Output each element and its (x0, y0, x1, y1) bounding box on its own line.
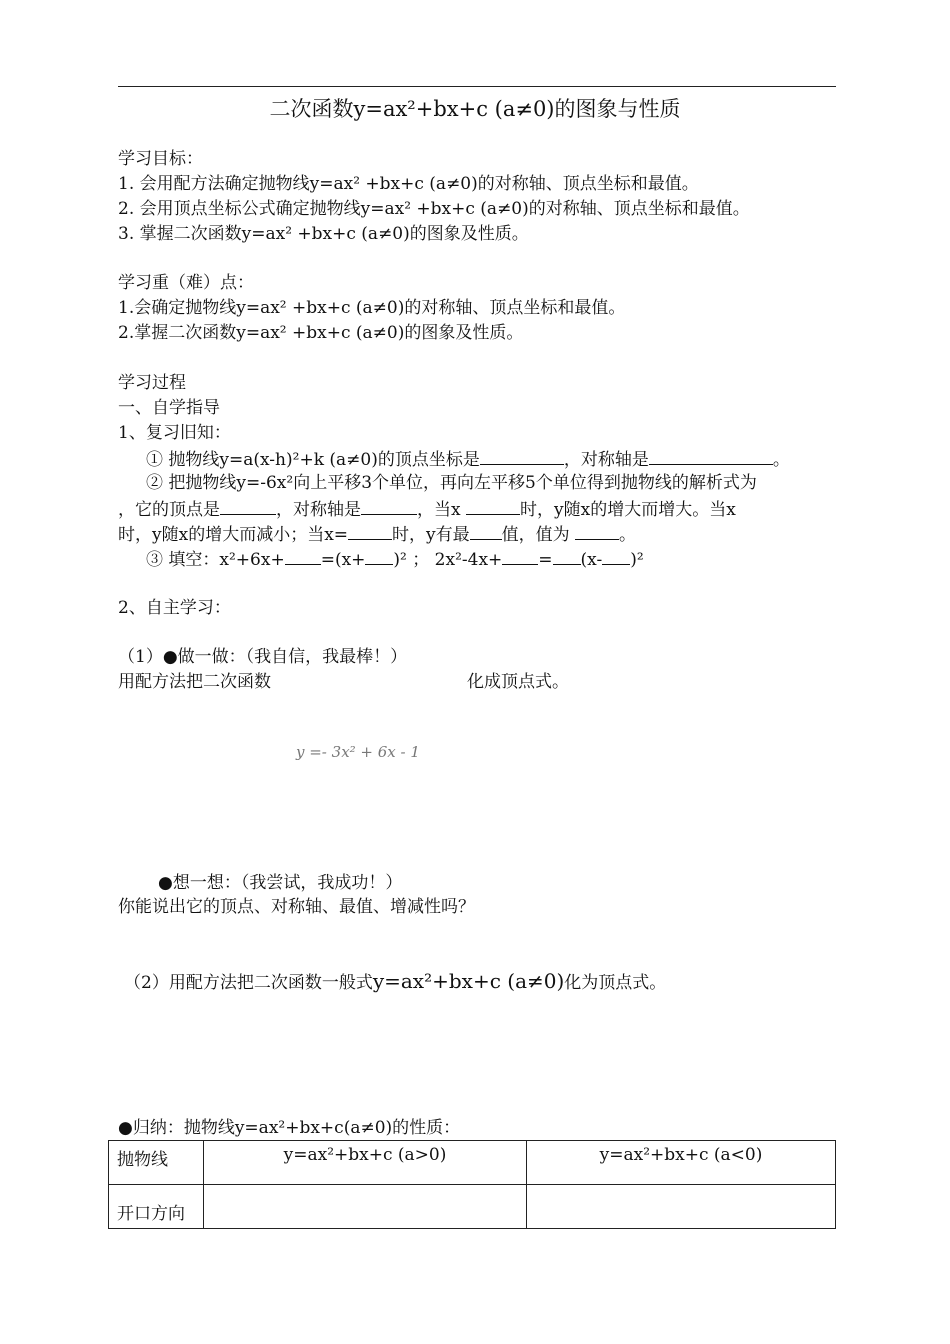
question-3-text: )² (630, 550, 644, 570)
do-it-text: 用配方法把二次函数 (118, 672, 271, 692)
answer-blank[interactable] (220, 497, 276, 515)
header-rule (118, 86, 836, 87)
review-heading: 1、复习旧知： (118, 423, 231, 443)
task-2 (124, 970, 666, 994)
table-header-cell: y=ax²+bx+c (a>0) (204, 1141, 527, 1185)
question-1 (146, 447, 790, 471)
table-row (109, 1185, 836, 1229)
question-3-text: )² ； 2x²-4x+ (393, 550, 503, 570)
question-2-line-2 (118, 497, 736, 521)
answer-blank[interactable] (575, 522, 619, 540)
table-cell[interactable] (204, 1185, 527, 1229)
answer-blank[interactable] (466, 497, 520, 515)
section-1-heading: 一、自学指导 (118, 398, 220, 418)
answer-blank[interactable] (649, 447, 773, 465)
objective-item-2: 2. 会用顶点坐标公式确定抛物线y=ax² +bx+c (a≠0)的对称轴、顶点坐标和最值。 (118, 199, 750, 219)
question-3-text: ③ 填空：x²+6x+ (146, 550, 285, 570)
question-2-text: ，对称轴是 (276, 500, 361, 520)
table-header-cell: 抛物线 (109, 1141, 204, 1185)
question-2-text: 。 (619, 525, 637, 545)
keypoints-heading: 学习重（难）点： (118, 273, 254, 293)
objective-item-1: 1. 会用配方法确定抛物线y=ax² +bx+c (a≠0)的对称轴、顶点坐标和最值。 (118, 174, 699, 194)
answer-blank[interactable] (285, 547, 321, 565)
table-row-label: 开口方向 (109, 1185, 204, 1229)
think-question: 你能说出它的顶点、对称轴、最值、增减性吗？ (118, 897, 475, 917)
question-3-text: = (538, 550, 553, 570)
question-3-text: (x- (580, 550, 603, 570)
question-2-text: ，当x (417, 500, 461, 520)
question-2-text: 时，y随x的增大而减小；当x= (118, 525, 349, 545)
think-heading: ●想一想：（我尝试，我成功！） (158, 873, 403, 893)
answer-blank[interactable] (480, 447, 564, 465)
properties-table (108, 1140, 836, 1229)
table-cell[interactable] (527, 1185, 836, 1229)
table-header-cell: y=ax²+bx+c (a<0) (527, 1141, 836, 1185)
process-heading: 学习过程 (118, 373, 186, 393)
question-2-line-3 (118, 522, 636, 546)
question-2-text: 值，值为 (501, 525, 570, 545)
question-2-line-1: ② 把抛物线y=-6x²向上平移3个单位，再向左平移5个单位得到抛物线的解析式为 (146, 473, 757, 493)
task-2-text: （2）用配方法把二次函数一般式 (124, 973, 373, 993)
keypoint-item-1: 1.会确定抛物线y=ax² +bx+c (a≠0)的对称轴、顶点坐标和最值。 (118, 298, 626, 318)
page-title: 二次函数y=ax²+bx+c (a≠0)的图象与性质 (269, 97, 681, 121)
keypoint-item-2: 2.掌握二次函数y=ax² +bx+c (a≠0)的图象及性质。 (118, 323, 524, 343)
table-header-row (109, 1141, 836, 1185)
objectives-heading: 学习目标： (118, 149, 203, 169)
answer-blank[interactable] (361, 497, 417, 515)
answer-blank[interactable] (553, 547, 581, 565)
do-it-instruction (118, 671, 569, 693)
do-it-text: 化成顶点式。 (467, 672, 569, 692)
do-it-heading: （1）●做一做：（我自信，我最棒！） (118, 647, 408, 667)
question-2-text: 时，y有最 (392, 525, 470, 545)
objective-item-3: 3. 掌握二次函数y=ax² +bx+c (a≠0)的图象及性质。 (118, 224, 529, 244)
summary-heading: ●归纳：抛物线y=ax²+bx+c(a≠0)的性质： (118, 1118, 461, 1138)
answer-blank[interactable] (470, 522, 502, 540)
quadratic-formula: y =- 3x² + 6x - 1 (296, 743, 420, 761)
self-study-heading: 2、自主学习： (118, 598, 231, 618)
task-2-text: 化为顶点式。 (564, 973, 667, 993)
question-3 (146, 547, 644, 571)
answer-blank[interactable] (365, 547, 393, 565)
question-2-text: 时，y随x的增大而增大。当x (520, 500, 736, 520)
question-1-text-b: ，对称轴是 (563, 450, 649, 470)
question-1-text-a: ① 抛物线y=a(x-h)²+k (a≠0)的顶点坐标是 (146, 450, 480, 470)
answer-blank[interactable] (602, 547, 630, 565)
question-1-text-c: 。 (772, 450, 790, 470)
question-2-text: ，它的顶点是 (118, 500, 220, 520)
answer-blank[interactable] (502, 547, 538, 565)
task-2-formula: y=ax²+bx+c (a≠0) (372, 969, 565, 993)
answer-blank[interactable] (348, 522, 392, 540)
question-3-text: =(x+ (320, 550, 366, 570)
